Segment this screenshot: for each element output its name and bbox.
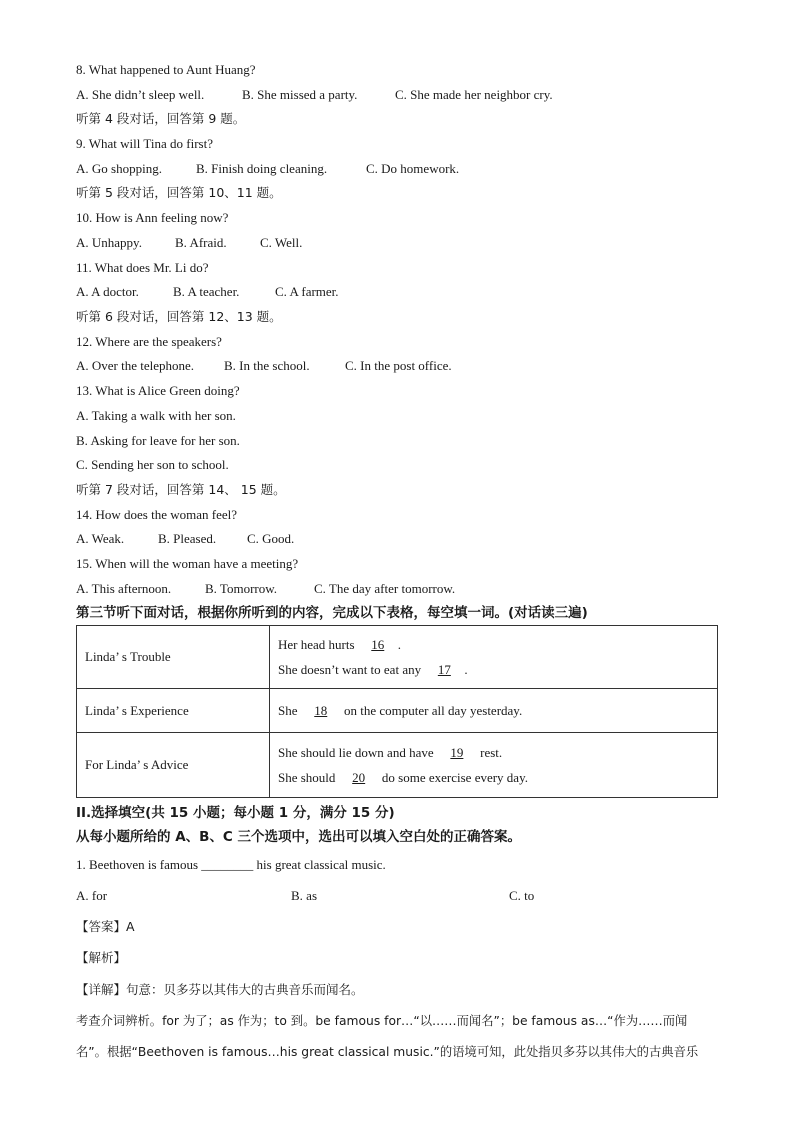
fill-in-table bbox=[76, 625, 718, 798]
question-9: 9. What will Tina do first? bbox=[76, 136, 213, 151]
table-row bbox=[77, 689, 718, 733]
option-b: B. Asking for leave for her son. bbox=[76, 433, 240, 448]
line-text: on the computer all day yesterday. bbox=[340, 703, 523, 718]
question-11-options bbox=[76, 283, 718, 301]
question-15: 15. When will the woman have a meeting? bbox=[76, 556, 299, 571]
line-text: She doesn’t want to eat any bbox=[278, 662, 425, 677]
question-15-options bbox=[76, 580, 718, 598]
question-10: 10. How is Ann feeling now? bbox=[76, 210, 229, 225]
option-c: C. Sending her son to school. bbox=[76, 457, 229, 472]
table-line bbox=[278, 765, 709, 790]
option-c: C. Well. bbox=[260, 235, 303, 250]
question-11: 11. What does Mr. Li do? bbox=[76, 260, 209, 275]
option-c: C. In the post office. bbox=[345, 358, 452, 373]
answer-value: A bbox=[126, 919, 135, 934]
line-text: . bbox=[464, 662, 468, 677]
row-label: For Linda’ s Advice bbox=[77, 733, 270, 798]
listening-note: 听第 5 段对话，回答第 10、11 题。 bbox=[76, 185, 282, 200]
option-c: C. A farmer. bbox=[275, 284, 339, 299]
row-content bbox=[270, 733, 718, 798]
row-content bbox=[270, 689, 718, 733]
explanation-line: 名”。根据“Beethoven is famous…his great classical music.”的语境可知，此处指贝多芬以其伟大的古典音乐 bbox=[76, 1045, 699, 1059]
option-a: A. Go shopping. bbox=[76, 161, 162, 176]
listening-note: 听第 7 段对话，回答第 14、 15 题。 bbox=[76, 482, 286, 497]
row-label: Linda’ s Trouble bbox=[77, 626, 270, 689]
row-content bbox=[270, 626, 718, 689]
question-1-options bbox=[76, 887, 718, 905]
detail-line bbox=[76, 981, 364, 999]
question-12-options bbox=[76, 357, 718, 375]
line-text: Her head hurts bbox=[278, 637, 358, 652]
table-row bbox=[77, 626, 718, 689]
blank-20: 20 bbox=[352, 770, 366, 785]
option-a: A. She didn’t sleep well. bbox=[76, 87, 205, 102]
table-line bbox=[278, 632, 709, 657]
option-a: A. Unhappy. bbox=[76, 235, 142, 250]
option-c: C. Good. bbox=[247, 531, 295, 546]
option-a: A. for bbox=[76, 888, 108, 903]
question-9-options bbox=[76, 160, 718, 178]
question-14-options bbox=[76, 530, 718, 548]
question-12: 12. Where are the speakers? bbox=[76, 334, 222, 349]
option-a: A. This afternoon. bbox=[76, 581, 172, 596]
option-b: B. Finish doing cleaning. bbox=[196, 161, 328, 176]
question-13: 13. What is Alice Green doing? bbox=[76, 383, 240, 398]
blank-18: 18 bbox=[314, 703, 328, 718]
blank-17: 17 bbox=[437, 662, 451, 677]
blank-19: 19 bbox=[450, 745, 464, 760]
line-text: do some exercise every day. bbox=[378, 770, 528, 785]
analysis-label: 【解析】 bbox=[76, 950, 127, 965]
option-a: A. Over the telephone. bbox=[76, 358, 195, 373]
answer-line bbox=[76, 918, 135, 936]
table-line bbox=[278, 740, 709, 765]
option-b: B. Pleased. bbox=[158, 531, 217, 546]
option-a: A. Taking a walk with her son. bbox=[76, 408, 236, 423]
option-a: A. A doctor. bbox=[76, 284, 139, 299]
option-b: B. In the school. bbox=[224, 358, 310, 373]
question-8: 8. What happened to Aunt Huang? bbox=[76, 62, 256, 77]
option-c: C. She made her neighbor cry. bbox=[395, 87, 553, 102]
question-8-options bbox=[76, 86, 718, 104]
blank-16: 16 bbox=[371, 637, 385, 652]
explanation-line: 考查介词辨析。for 为了；as 作为；to 到。be famous for…“以……而闻名”；be famous as…“作为……而闻 bbox=[76, 1014, 688, 1028]
option-c: C. The day after tomorrow. bbox=[314, 581, 456, 596]
table-row bbox=[77, 733, 718, 798]
detail-label: 【详解】 bbox=[76, 982, 127, 997]
option-c: C. to bbox=[509, 888, 535, 903]
line-text: She bbox=[278, 703, 301, 718]
detail-text: 句意：贝多芬以其伟大的古典音乐而闻名。 bbox=[126, 982, 364, 997]
part-2-instruction: 从每小题所给的 A、B、C 三个选项中，选出可以填入空白处的正确答案。 bbox=[76, 829, 522, 845]
question-10-options bbox=[76, 234, 718, 252]
question-1-stem: 1. Beethoven is famous ________ his great classical music. bbox=[76, 857, 386, 872]
section-3-heading: 第三节听下面对话，根据你所听到的内容，完成以下表格，每空填一词。(对话读三遍) bbox=[76, 605, 588, 621]
row-label: Linda’ s Experience bbox=[77, 689, 270, 733]
listening-note: 听第 4 段对话，回答第 9 题。 bbox=[76, 111, 246, 126]
option-b: B. Tomorrow. bbox=[205, 581, 278, 596]
option-b: B. as bbox=[291, 888, 317, 903]
line-text: . bbox=[397, 637, 402, 652]
option-b: B. She missed a party. bbox=[242, 87, 358, 102]
option-a: A. Weak. bbox=[76, 531, 125, 546]
part-2-heading: II.选择填空(共 15 小题；每小题 1 分，满分 15 分) bbox=[76, 805, 395, 821]
line-text: She should lie down and have bbox=[278, 745, 437, 760]
table-line bbox=[278, 657, 709, 682]
table-line bbox=[278, 698, 709, 723]
answer-label: 【答案】 bbox=[76, 919, 127, 934]
line-text: rest. bbox=[476, 745, 503, 760]
line-text: She should bbox=[278, 770, 339, 785]
option-b: B. Afraid. bbox=[175, 235, 227, 250]
option-c: C. Do homework. bbox=[366, 161, 460, 176]
option-b: B. A teacher. bbox=[173, 284, 240, 299]
listening-note: 听第 6 段对话，回答第 12、13 题。 bbox=[76, 309, 282, 324]
question-14: 14. How does the woman feel? bbox=[76, 507, 238, 522]
